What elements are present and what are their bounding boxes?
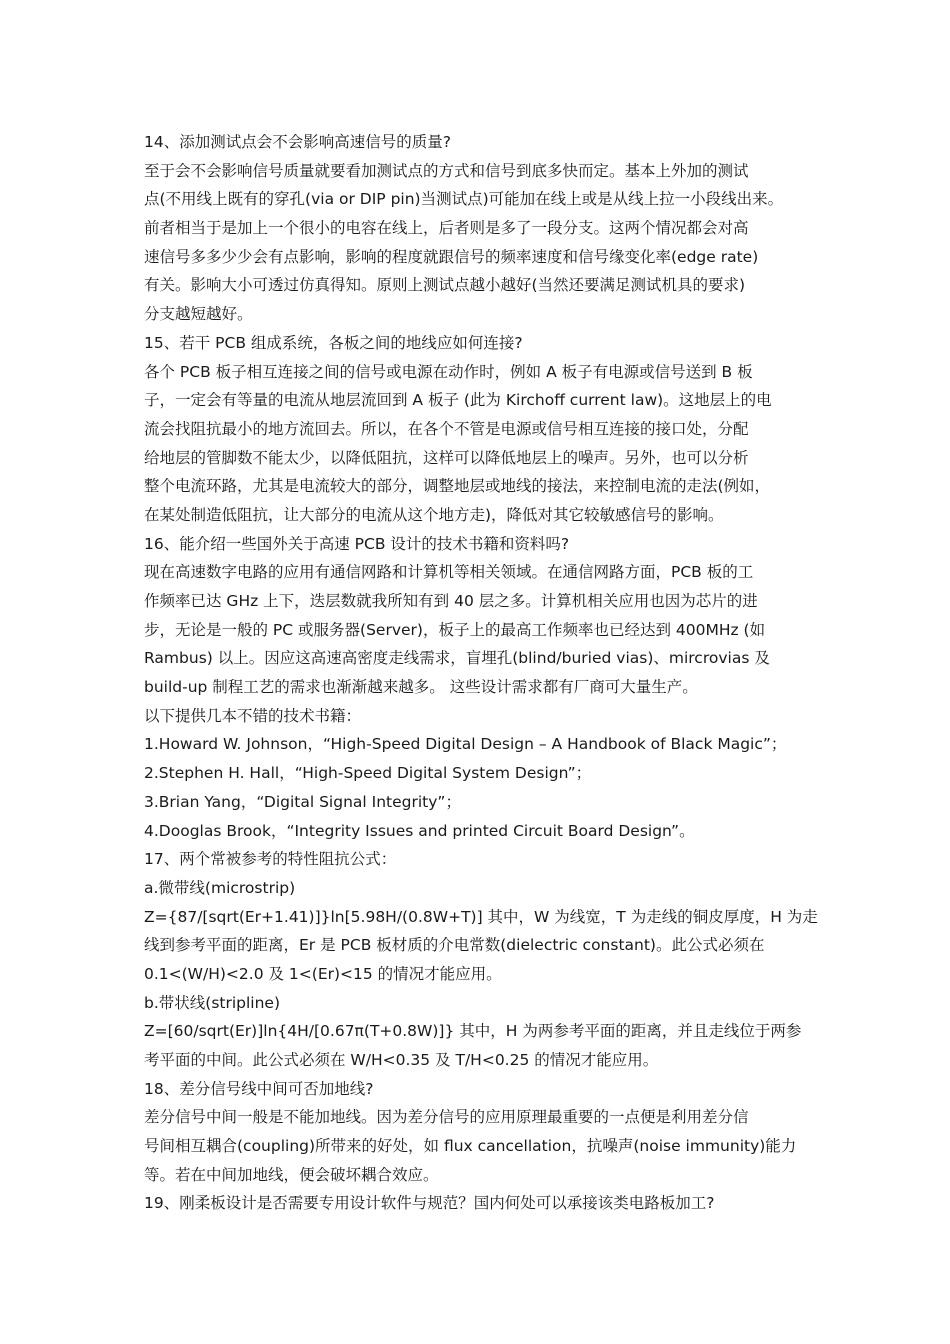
document-body: [144, 128, 818, 1218]
paragraph-line: 号间相互耦合(coupling)所带来的好处，如 flux cancellation，抗噪声(noise immunity)能力: [144, 1137, 797, 1156]
paragraph-line: 0.1<(W/H)<2.0 及 1<(Er)<15 的情况才能应用。: [144, 964, 502, 983]
heading-q18: 18、差分信号线中间可否加地线?: [144, 1079, 374, 1098]
paragraph-line: 线到参考平面的距离，Er 是 PCB 板材质的介电常数(dielectric constant)。此公式必须在: [144, 936, 765, 955]
paragraph-line: 现在高速数字电路的应用有通信网路和计算机等相关领域。在通信网路方面，PCB 板的工: [144, 563, 754, 582]
paragraph-line: 考平面的中间。此公式必须在 W/H<0.35 及 T/H<0.25 的情况才能应用。: [144, 1051, 659, 1069]
paragraph-line: 有关。影响大小可透过仿真得知。原则上测试点越小越好(当然还要满足测试机具的要求): [144, 276, 746, 295]
paragraph-line: 速信号多多少少会有点影响，影响的程度就跟信号的频率速度和信号缘变化率(edge rate): [144, 247, 759, 266]
subheading-stripline: b.带状线(stripline): [144, 993, 281, 1012]
paragraph-line: 至于会不会影响信号质量就要看加测试点的方式和信号到底多快而定。基本上外加的测试: [144, 161, 749, 180]
paragraph-line: 作频率已达 GHz 上下，迭层数就我所知有到 40 层之多。计算机相关应用也因为芯片的进: [144, 592, 758, 610]
paragraph-line: 以下提供几本不错的技术书籍：: [144, 706, 362, 725]
book-list-item: 4.Dooglas Brook，“Integrity Issues and printed Circuit Board Design”。: [144, 821, 695, 840]
heading-q15: 15、若干 PCB 组成系统，各板之间的地线应如何连接?: [144, 333, 523, 352]
heading-q19: 19、刚柔板设计是否需要专用设计软件与规范？国内何处可以承接该类电路板加工?: [144, 1194, 715, 1213]
paragraph-line: 等。若在中间加地线，便会破坏耦合效应。: [144, 1165, 439, 1184]
formula-line: Z={87/[sqrt(Er+1.41)]}ln[5.98H/(0.8W+T)] 其中，W 为线宽，T 为走线的铜皮厚度，H 为走: [144, 907, 818, 926]
formula-line: Z=[60/sqrt(Er)]ln{4H/[0.67π(T+0.8W)]} 其中，H 为两参考平面的距离，并且走线位于两参: [144, 1022, 802, 1041]
heading-q16: 16、能介绍一些国外关于高速 PCB 设计的技术书籍和资料吗?: [144, 534, 570, 553]
paragraph-line: 点(不用线上既有的穿孔(via or DIP pin)当测试点)可能加在线上或是从线上拉一小段线出来。: [144, 190, 784, 209]
paragraph-line: 各个 PCB 板子相互连接之间的信号或电源在动作时，例如 A 板子有电源或信号送到 B 板: [144, 362, 753, 381]
paragraph-line: 给地层的管脚数不能太少，以降低阻抗，这样可以降低地层上的噪声。另外，也可以分析: [144, 448, 749, 467]
paragraph-line: build-up 制程工艺的需求也渐渐越来越多。 这些设计需求都有厂商可大量生产。: [144, 678, 698, 697]
book-list-item: 1.Howard W. Johnson，“High-Speed Digital Design – A Handbook of Black Magic”；: [144, 735, 787, 754]
paragraph-line: 前者相当于是加上一个很小的电容在线上，后者则是多了一段分支。这两个情况都会对高: [144, 219, 749, 238]
heading-q17: 17、两个常被参考的特性阻抗公式：: [144, 850, 397, 869]
book-list-item: 2.Stephen H. Hall，“High-Speed Digital System Design”；: [144, 764, 592, 783]
paragraph-line: 差分信号中间一般是不能加地线。因为差分信号的应用原理最重要的一点便是利用差分信: [144, 1108, 749, 1127]
paragraph-line: 整个电流环路，尤其是电流较大的部分，调整地层或地线的接法，来控制电流的走法(例如，: [144, 477, 771, 496]
book-list-item: 3.Brian Yang，“Digital Signal Integrity”；: [144, 792, 461, 811]
heading-q14: 14、添加测试点会不会影响高速信号的质量?: [144, 133, 451, 151]
paragraph-line: 流会找阻抗最小的地方流回去。所以，在各个不管是电源或信号相互连接的接口处，分配: [144, 419, 749, 438]
paragraph-line: Rambus) 以上。因应这高速高密度走线需求，盲埋孔(blind/buried vias)、mircrovias 及: [144, 649, 770, 668]
paragraph-line: 子，一定会有等量的电流从地层流回到 A 板子 (此为 Kirchoff current law)。这地层上的电: [144, 391, 772, 410]
paragraph-line: 分支越短越好。: [144, 305, 253, 324]
paragraph-line: 步，无论是一般的 PC 或服务器(Server)，板子上的最高工作频率也已经达到 400MHz (如: [144, 620, 766, 639]
subheading-microstrip: a.微带线(microstrip): [144, 878, 296, 897]
paragraph-line: 在某处制造低阻抗，让大部分的电流从这个地方走)，降低对其它较敏感信号的影响。: [144, 505, 724, 524]
